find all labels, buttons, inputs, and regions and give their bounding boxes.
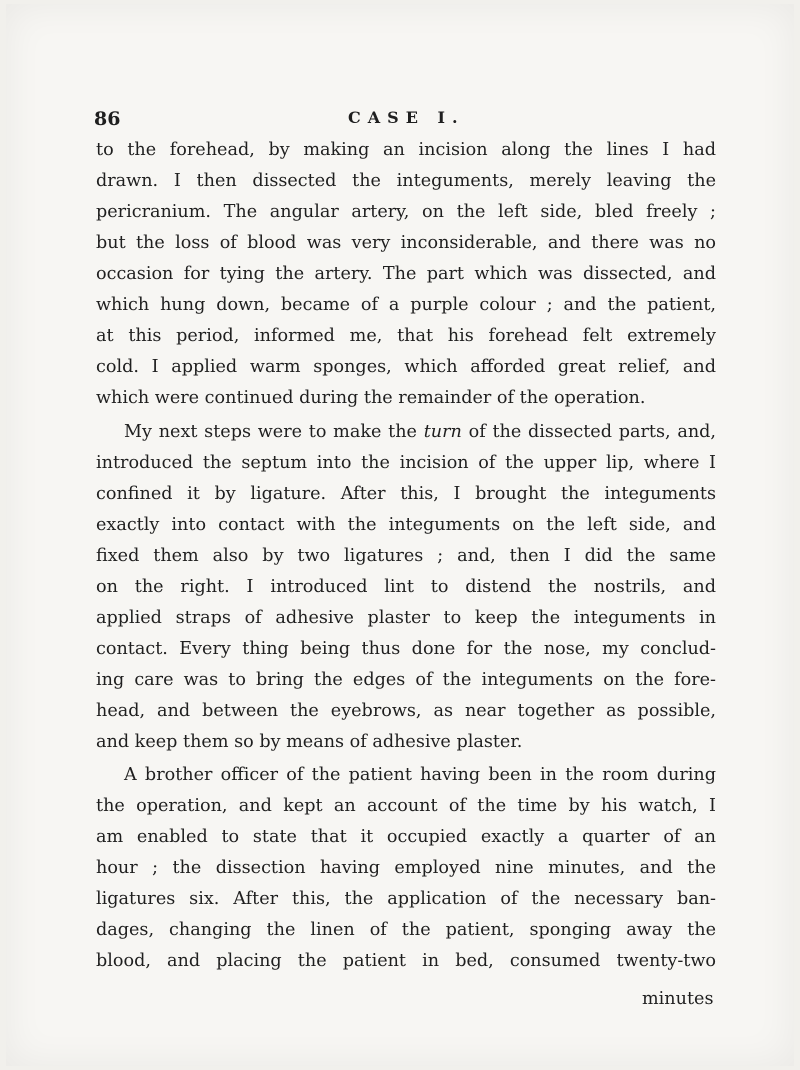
italic-word: turn [423,422,462,442]
text-line: but the loss of blood was very inconsiderable, and there was no [96,233,716,253]
text-line: ligatures six. After this, the application of the necessary ban- [96,889,716,909]
text-line: applied straps of adhesive plaster to keep the integuments in [96,608,716,628]
text-line: confined it by ligature. After this, I brought the integuments [96,484,716,504]
text-segment: of the dissected parts, and, [468,422,717,442]
text-line: to the forehead, by making an incision along the lines I had [96,140,716,160]
book-page [6,4,794,1066]
text-line: exactly into contact with the integuments on the left side, and [96,515,716,535]
text-line: head, and between the eyebrows, as near together as possible, [96,701,716,721]
text-line: cold. I applied warm sponges, which afforded great relief, and [96,357,716,377]
text-line: A brother officer of the patient having been in the room during [124,765,716,785]
text-line: on the right. I introduced lint to distend the nostrils, and [96,577,716,597]
running-head: CASE I. [348,108,465,127]
text-line: which hung down, became of a purple colour ; and the patient, [96,295,716,315]
text-segment: My next steps were to make the [124,422,417,442]
text-line: occasion for tying the artery. The part which was dissected, and [96,264,716,284]
text-line: introduced the septum into the incision of the upper lip, where I [96,453,716,473]
text-line: drawn. I then dissected the integuments, merely leaving the [96,171,716,191]
text-line-with-italic [124,424,716,442]
catchword: minutes [642,989,714,1009]
text-line: fixed them also by two ligatures ; and, then I did the same [96,546,716,566]
page-number: 86 [94,108,121,130]
text-line: ing care was to bring the edges of the integuments on the fore- [96,670,716,690]
text-line: am enabled to state that it occupied exactly a quarter of an [96,827,716,847]
text-line: contact. Every thing being thus done for the nose, my conclud- [96,639,716,659]
text-line: hour ; the dissection having employed nine minutes, and the [96,858,716,878]
text-line: and keep them so by means of adhesive plaster. [96,732,523,752]
text-line: the operation, and kept an account of the time by his watch, I [96,796,716,816]
text-line: blood, and placing the patient in bed, consumed twenty-two [96,951,716,971]
text-line: at this period, informed me, that his forehead felt extremely [96,326,716,346]
text-line: dages, changing the linen of the patient, sponging away the [96,920,716,940]
text-line: pericranium. The angular artery, on the left side, bled freely ; [96,202,716,222]
text-line: which were continued during the remainder of the operation. [96,388,646,408]
